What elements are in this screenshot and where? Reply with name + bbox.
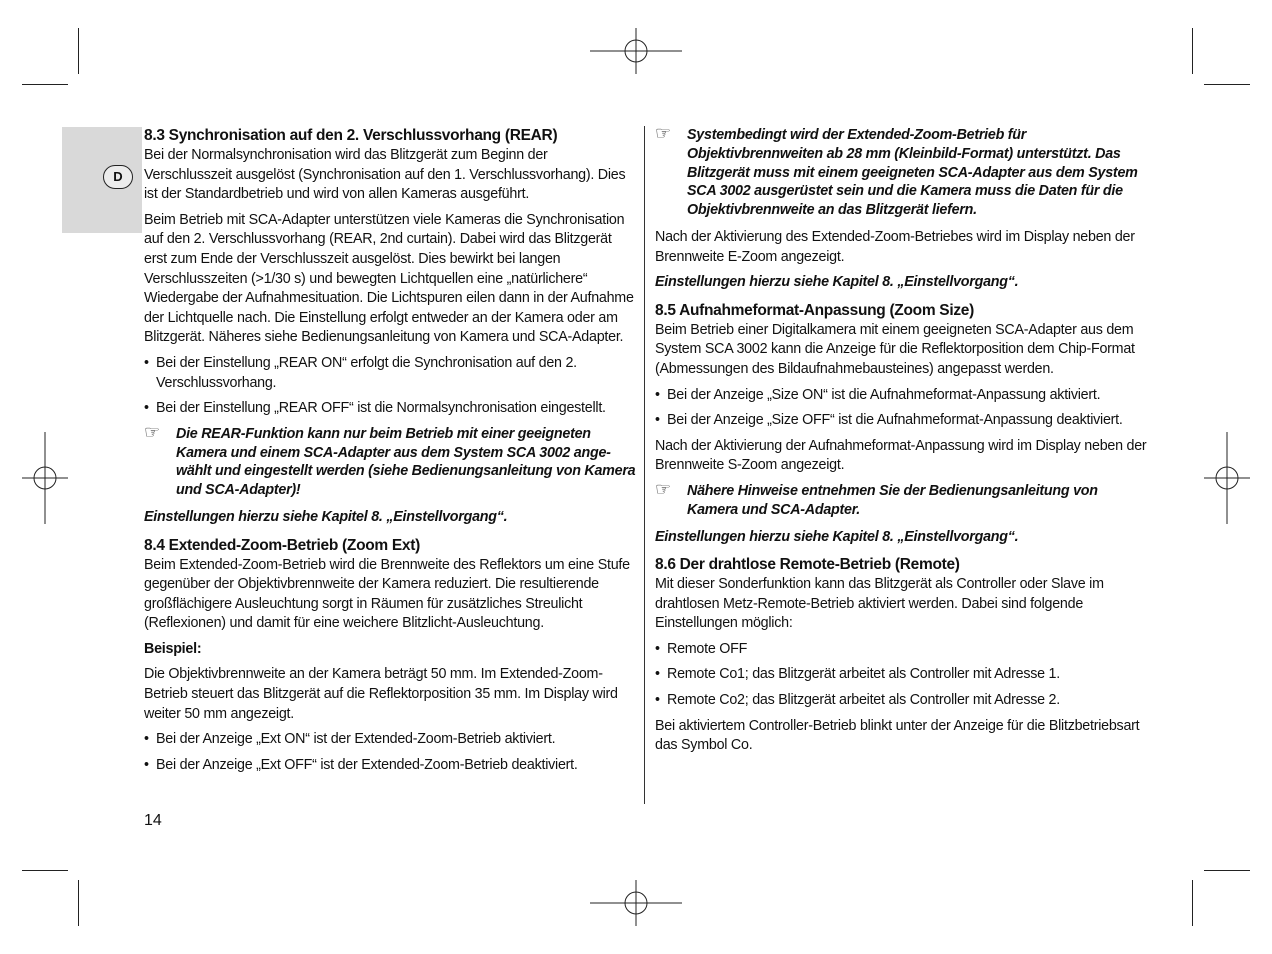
registration-mark-bottom-icon xyxy=(590,880,682,926)
note-text: Nähere Hinweise entnehmen Sie der Bedienungsanleitung von Kamera und SCA-Adapter. xyxy=(687,482,1098,518)
paragraph: Die Objektivbrennweite an der Kamera beträgt 50 mm. Im Extended-Zoom-Betrieb steuert das Blitzgerät auf die Reflektorposition 35 mm. Im Display wird weiter 50 mm angezeigt. xyxy=(144,666,618,722)
settings-reference: Einstellungen hierzu siehe Kapitel 8. „Einstellvorgang“. xyxy=(144,508,508,525)
bullet-item xyxy=(655,640,1152,660)
bullet-text: Bei der Anzeige „Ext OFF“ ist der Extended-Zoom-Betrieb deaktiviert. xyxy=(156,756,578,773)
crop-mark-top-left-horizontal xyxy=(22,84,68,85)
bullet-item xyxy=(655,411,1152,431)
bullet-text: Bei der Einstellung „REAR OFF“ ist die Normalsynchronisation eingestellt. xyxy=(156,400,606,417)
note-box xyxy=(655,478,1152,520)
bullet-icon: • xyxy=(144,756,149,773)
paragraph: Beim Betrieb mit SCA-Adapter unterstützen viele Kameras die Synchronisation auf den 2. Verschlussvorhang (REAR, 2nd curtain). Dabei wird das Blitzgerät erst zum Ende der Verschlusszeit ausgelöst. Dies bewirkt bei langen Verschlusszeiten (>1/30 s) und bewegten Lichtquellen eine „natürlichere“ Wiedergabe der Aufnahmesituation. Die Lichtspuren eilen dann in der Aufnahme der Lichtquelle nach. Die Einstellung erfolgt entweder an der Kamera oder am Blitzgerät. Näheres siehe Bedienungsanleitung von Kamera und SCA-Adapter. xyxy=(144,211,634,346)
note-text: Die REAR-Funktion kann nur beim Betrieb mit einer geeigneten Kamera und einem SCA-Adapter aus dem System SCA 3002 angewählt und eingestellt werden (siehe Bedienungsanleitung von Kamera und SCA-Adapter)! xyxy=(176,425,636,499)
settings-reference: Einstellungen hierzu siehe Kapitel 8. „Einstellvorgang“. xyxy=(655,528,1019,545)
bullet-icon: • xyxy=(144,400,149,417)
registration-mark-right-icon xyxy=(1204,432,1250,524)
bullet-icon: • xyxy=(655,640,660,657)
section-8-3 xyxy=(144,126,637,528)
paragraph: Mit dieser Sonderfunktion kann das Blitzgerät als Controller oder Slave im drahtlosen Metz-Remote-Betrieb aktiviert werden. Dabei sind folgende Einstellungen möglich: xyxy=(655,576,1104,632)
bullet-item xyxy=(144,756,637,776)
pointing-hand-icon: ☞ xyxy=(144,421,160,442)
bullet-item xyxy=(144,354,637,393)
bullet-item xyxy=(144,730,637,750)
crop-mark-top-left-vertical xyxy=(78,28,79,74)
crop-mark-top-right-horizontal xyxy=(1204,84,1250,85)
bullet-icon: • xyxy=(655,386,660,403)
section-heading: 8.3 Synchronisation auf den 2. Verschlussvorhang (REAR) xyxy=(144,127,558,144)
registration-mark-top-icon xyxy=(590,28,682,74)
pointing-hand-icon: ☞ xyxy=(655,123,671,143)
paragraph: Nach der Aktivierung des Extended-Zoom-Betriebes wird im Display neben der Brennweite E-Zoom angezeigt. xyxy=(655,228,1135,265)
right-column xyxy=(655,123,1152,764)
pointing-hand-icon: ☞ xyxy=(655,478,671,499)
paragraph: Bei der Normalsynchronisation wird das Blitzgerät zum Beginn der Verschlusszeit ausgelöst (Synchronisation auf den 1. Verschlussvorhang). Dies ist der Standardbetrieb und wird von allen Kameras ausgeführt. xyxy=(144,147,626,203)
note-box xyxy=(655,123,1152,220)
bullet-icon: • xyxy=(144,354,149,371)
settings-reference: Einstellungen hierzu siehe Kapitel 8. „Einstellvorgang“. xyxy=(655,274,1019,291)
bullet-text: Remote OFF xyxy=(667,640,748,657)
crop-mark-bottom-right-vertical xyxy=(1192,880,1193,926)
crop-mark-bottom-right-horizontal xyxy=(1204,870,1250,871)
left-column xyxy=(144,126,637,783)
bullet-item xyxy=(655,386,1152,406)
paragraph: Beim Extended-Zoom-Betrieb wird die Brennweite des Reflektors um eine Stufe gegenüber der Objektivbrennweite der Kamera reduziert. Die resultierende großflächigere Ausleuchtung sorgt in Räumen für zusätzliches Streulicht (Reflexionen) und damit für eine weichere Blitzlicht-Ausleuchtung. xyxy=(144,556,630,632)
page-number: 14 xyxy=(144,812,162,829)
example-label: Beispiel: xyxy=(144,640,202,657)
bullet-text: Bei der Einstellung „REAR ON“ erfolgt die Synchronisation auf den 2. Verschlussvorhang. xyxy=(156,354,577,391)
paragraph: Nach der Aktivierung der Aufnahmeformat-Anpassung wird im Display neben der Brennweite S-Zoom angezeigt. xyxy=(655,437,1147,474)
paragraph: Bei aktiviertem Controller-Betrieb blinkt unter der Anzeige für die Blitzbetriebsart das Symbol Co. xyxy=(655,717,1140,754)
bullet-text: Remote Co2; das Blitzgerät arbeitet als Controller mit Adresse 2. xyxy=(667,692,1060,709)
bullet-text: Bei der Anzeige „Size OFF“ ist die Aufnahmeformat-Anpassung deaktiviert. xyxy=(667,412,1123,429)
section-heading: 8.5 Aufnahmeformat-Anpassung (Zoom Size) xyxy=(655,301,974,319)
registration-mark-left-icon xyxy=(22,432,68,524)
column-divider xyxy=(644,126,645,804)
bullet-text: Remote Co1; das Blitzgerät arbeitet als Controller mit Adresse 1. xyxy=(667,666,1060,683)
paragraph: Beim Betrieb einer Digitalkamera mit einem geeigneten SCA-Adapter aus dem System SCA 3002 kann die Anzeige für die Reflektorposition dem Chip-Format (Abmessungen des Bildaufnahmebausteines) angepasst werden. xyxy=(655,321,1135,377)
bullet-item xyxy=(655,665,1152,685)
note-box xyxy=(144,421,637,500)
bullet-icon: • xyxy=(655,412,660,429)
section-heading: 8.6 Der drahtlose Remote-Betrieb (Remote) xyxy=(655,556,960,574)
bullet-text: Bei der Anzeige „Ext ON“ ist der Extended-Zoom-Betrieb aktiviert. xyxy=(156,731,556,748)
section-8-4 xyxy=(144,536,637,776)
section-8-5 xyxy=(655,301,1152,547)
crop-mark-top-right-vertical xyxy=(1192,28,1193,74)
bullet-item xyxy=(655,691,1152,711)
section-8-4-continued xyxy=(655,123,1152,293)
bullet-icon: • xyxy=(655,692,660,709)
bullet-item xyxy=(144,399,637,419)
language-badge: D xyxy=(103,165,133,189)
bullet-text: Bei der Anzeige „Size ON“ ist die Aufnahmeformat-Anpassung aktiviert. xyxy=(667,386,1101,403)
section-heading: 8.4 Extended-Zoom-Betrieb (Zoom Ext) xyxy=(144,536,420,554)
bullet-icon: • xyxy=(144,731,149,748)
bullet-icon: • xyxy=(655,666,660,683)
note-text: Systembedingt wird der Extended-Zoom-Betrieb für Objektivbrennweiten ab 28 mm (Kleinbild-Format) unterstützt. Das Blitzgerät muss mit einem geeigneten SCA-Adapter aus dem System SCA 3002 ausgerüstet sein und die Kamera muss die Daten für die Objektivbrennweite an das Blitzgerät liefern. xyxy=(687,127,1138,219)
section-8-6 xyxy=(655,555,1152,756)
crop-mark-bottom-left-vertical xyxy=(78,880,79,926)
crop-mark-bottom-left-horizontal xyxy=(22,870,68,871)
